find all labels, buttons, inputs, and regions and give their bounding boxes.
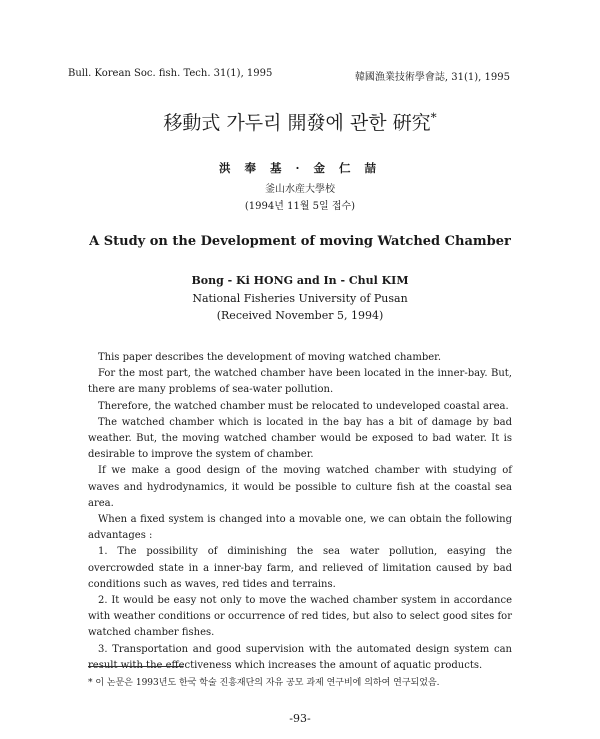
abstract-paragraph: If we make a good design of the moving watched chamber with studying of waves and hydrodynamics, it would be possible to culture fish at the coastal sea area. [88, 465, 512, 509]
footnote: * 이 논문은 1993년도 한국 학술 진흥재단의 자유 공모 과제 연구비에 의하여 연구되었음. [88, 678, 440, 688]
abstract-paragraph: 3. Transportation and good supervision with the automated design system can result with the effectiveness which increases the amount of aquatic products. [88, 643, 512, 671]
page-number: -93- [289, 712, 311, 725]
english-institution: National Fisheries University of Pusan [192, 292, 408, 305]
abstract-paragraph: For the most part, the watched chamber have been located in the inner-bay. But, there are many problems of sea-water pollution. [88, 368, 512, 396]
abstract-paragraph: The watched chamber which is located in the bay has a bit of damage by bad weather. But, the moving watched chamber would be exposed to bad water. It is desirable to improve the system of chamber. [88, 416, 512, 461]
journal-citation-english: Bull. Korean Soc. fish. Tech. 31(1), 1995 [68, 68, 273, 79]
footnote-divider [88, 666, 183, 667]
korean-title-text: 移動式 가두리 開發에 관한 硏究 [163, 112, 431, 134]
korean-title [0, 108, 600, 135]
korean-authors: 洪 奉 基 · 金 仁 喆 [218, 161, 382, 175]
abstract-paragraph: Therefore, the watched chamber must be relocated to undeveloped coastal area. [98, 400, 509, 412]
abstract-paragraph: 1. The possibility of diminishing the sea water pollution, easying the overcrowded state in a inner-bay farm, and relieved of limitation caused by bad conditions such as waves, red tides and terrains. [88, 546, 512, 590]
journal-citation-korean: 韓國漁業技術學會誌, 31(1), 1995 [354, 72, 510, 83]
title-footnote-mark: * [430, 110, 437, 125]
abstract-paragraph: When a fixed system is changed into a movable one, we can obtain the following advantages : [88, 514, 512, 542]
english-title: A Study on the Development of moving Watched Chamber [89, 234, 511, 249]
english-received-date: (Received November 5, 1994) [216, 309, 384, 322]
abstract-paragraph: This paper describes the development of moving watched chamber. [98, 352, 442, 363]
abstract [88, 350, 512, 674]
korean-received-date: (1994년 11월 5일 접수) [244, 201, 356, 212]
english-authors: Bong - Ki HONG and In - Chul KIM [191, 274, 409, 287]
korean-institution: 釜山水産大學校 [265, 184, 335, 195]
abstract-paragraph: 2. It would be easy not only to move the wached chamber system in accordance with weather conditions or occurrence of red tides, but also to select good sites for watched chamber fishes. [88, 595, 512, 639]
